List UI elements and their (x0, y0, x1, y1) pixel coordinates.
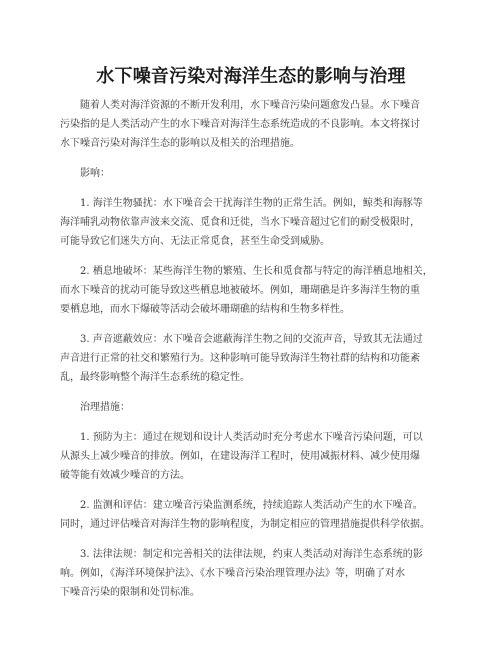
impact-paragraph-2 (60, 262, 444, 319)
text-line: 声音进行正常的社交和繁殖行为。这种影响可能导致海洋生物社群的结构和功能紊 (60, 353, 420, 364)
text-line: 随着人类对海洋资源的不断开发利用，水下噪音污染问题愈发凸显。水下噪音 (80, 100, 420, 111)
text-line: 水下噪音污染对海洋生态的影响以及相关的治理措施。 (60, 138, 300, 149)
section-heading-measures (60, 398, 444, 417)
measure-paragraph-2 (60, 496, 444, 534)
text-line: 影响： (80, 168, 110, 179)
text-line: 响。例如，《海洋环境保护法》、《水下噪音污染治理管理办法》等，明确了对水 (60, 568, 405, 579)
text-line: 1. 预防为主：通过在规划和设计人类活动时充分考虑水下噪音污染问题，可以 (80, 432, 423, 443)
document-body (60, 96, 444, 613)
section-heading-impacts (60, 164, 444, 183)
impact-paragraph-1 (60, 194, 444, 251)
text-line: 2. 栖息地破坏：某些海洋生物的繁殖、生长和觅食都与特定的海洋栖息地相关， (80, 266, 433, 277)
text-line: 同时，通过评估噪音对海洋生物的影响程度，为制定相应的管理措施提供科学依据。 (60, 519, 430, 530)
intro-paragraph (60, 96, 444, 153)
text-line: 而水下噪音的扰动可能导致这些栖息地被破坏。例如，珊瑚礁是许多海洋生物的重 (60, 285, 420, 296)
text-line: 3. 法律法规：制定和完善相关的法律法规，约束人类活动对海洋生态系统的影 (80, 549, 423, 560)
text-line: 治理措施： (80, 402, 130, 413)
text-line: 下噪音污染的限制和处罚标准。 (60, 587, 200, 598)
impact-paragraph-3 (60, 330, 444, 387)
text-line: 3. 声音遮蔽效应：水下噪音会遮蔽海洋生物之间的交流声音，导致其无法通过 (80, 334, 423, 345)
text-line: 污染指的是人类活动产生的水下噪音对海洋生态系统造成的不良影响。本文将探讨 (60, 119, 420, 130)
text-line: 1. 海洋生物骚扰：水下噪音会干扰海洋生物的正常生活。例如，鲸类和海豚等 (80, 198, 423, 209)
text-line: 2. 监测和评估：建立噪音污染监测系统，持续追踪人类活动产生的水下噪音。 (80, 500, 423, 511)
measure-paragraph-1 (60, 428, 444, 485)
text-line: 要栖息地，而水下爆破等活动会破坏珊瑚礁的结构和生物多样性。 (60, 304, 350, 315)
text-line: 破等能有效减少噪音的方法。 (60, 470, 190, 481)
document-title: 水下噪音污染对海洋生态的影响与治理 (96, 66, 406, 87)
text-line: 从源头上减少噪音的排放。例如，在建设海洋工程时，使用减振材料、减少使用爆 (60, 451, 420, 462)
text-line: 可能导致它们迷失方向、无法正常觅食，甚至生命受到威胁。 (60, 236, 330, 247)
measure-paragraph-3 (60, 545, 444, 602)
text-line: 乱，最终影响整个海洋生态系统的稳定性。 (60, 372, 250, 383)
text-line: 海洋哺乳动物依靠声波来交流、觅食和迁徙，当水下噪音超过它们的耐受极限时， (60, 217, 420, 228)
